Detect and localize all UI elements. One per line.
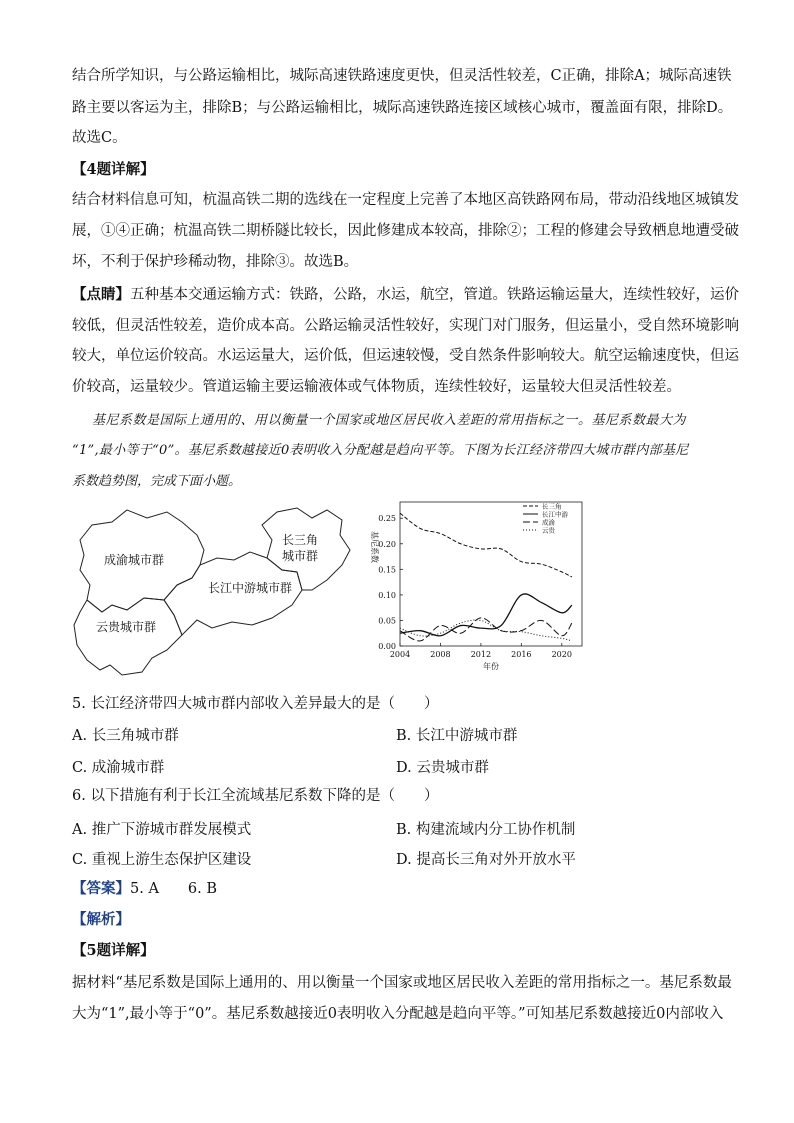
intro-line: 系数趋势图，完成下面小题。 [72,474,242,489]
series-line-3 [400,620,572,641]
map-label-chengyu: 成渝城市群 [104,553,165,567]
q5-option-a: A. 长三角城市群 [72,728,179,744]
x-tick-label: 2016 [511,650,532,659]
x-tick-label: 2004 [389,650,411,659]
x-tick-label: 2008 [430,650,451,659]
y-tick-label: 0.15 [378,565,396,575]
intro-line: “1”,最小等于“0”。基尼系数越接近0表明收入分配越是趋向平等。下图为长江经济带四大城市群内部基尼 [72,443,689,458]
legend-label-2: 成渝 [542,518,555,527]
q6-option-c: C. 重视上游生态保护区建设 [72,852,252,868]
tip-text-line: 价较高，运量较少。管道运输主要运输液体或气体物质，连续性较好，运量较大但灵活性较差。 [72,379,681,395]
legend-label-1: 长江中游 [542,510,568,519]
answer-text-line: 故选C。 [72,130,127,146]
answer-text-line: 结合材料信息可知，杭温高铁二期的选线在一定程度上完善了本地区高铁路网布局，带动沿线地区城镇发 [72,192,739,208]
series-line-2 [400,618,572,641]
y-tick-label: 0.00 [378,642,396,651]
legend-label-0: 长三角 [542,502,562,511]
y-axis-label: 基尼系数 [370,531,379,563]
answer-text-line: 路主要以客运为主，排除B；与公路运输相比，城际高速铁路连接区域核心城市，覆盖面有限，排除D。 [72,100,733,116]
q6-option-b: B. 构建流域内分工协作机制 [396,822,576,838]
tip-text: 五种基本交通运输方式：铁路，公路，水运，航空，管道。铁路运输运量大，连续性较好，运价 [130,287,739,303]
map-label-yungui: 云贵城市群 [96,620,157,634]
answer-line [72,879,217,899]
tip-text-line: 较大，单位运价较高。水运运量大，运价低，但运速较慢，受自然条件影响较大。航空运输速度快，但运 [72,348,739,364]
map-label-delta-1: 长三角 [282,533,319,547]
q4-heading: 【4题详解】 [72,161,155,178]
series-line-1 [400,594,572,636]
analysis-text-line: 大为“1”,最小等于“0”。基尼系数越接近0表明收入分配越是趋向平等。”可知基尼系数越接近0内部收入 [72,1006,724,1022]
map-label-delta-2: 城市群 [282,549,319,563]
legend-label-3: 云贵 [542,526,555,535]
y-tick-label: 0.05 [378,616,396,626]
tip-text-line: 较低，但灵活性较差，造价成本高。公路运输灵活性较好，实现门对门服务，但运量小，受自然环境影响 [72,318,739,334]
answer-tag: 【答案】 [72,880,130,897]
map-label-middle: 长江中游城市群 [208,581,293,595]
x-axis-label: 年份 [483,662,499,671]
gini-trend-chart [360,496,600,686]
q5-stem: 5. 长江经济带四大城市群内部收入差异最大的是（ ） [72,696,439,712]
q6-option-a: A. 推广下游城市群发展模式 [72,822,252,838]
x-tick-label: 2020 [551,650,572,659]
tip-line [72,285,739,305]
intro-line: 基尼系数是国际上通用的、用以衡量一个国家或地区居民收入差距的常用指标之一。基尼系数最大为 [92,413,687,428]
yangtze-city-clusters-map [72,500,352,680]
analysis-text-line: 据材料“基尼系数是国际上通用的、用以衡量一个国家或地区居民收入差距的常用指标之一。基尼系数最 [72,975,732,991]
x-tick-label: 2012 [470,650,492,659]
y-tick-label: 0.25 [378,514,396,524]
q6-stem: 6. 以下措施有利于长江全流域基尼系数下降的是（ ） [72,788,439,804]
q5-heading: 【5题详解】 [72,942,155,959]
analysis-tag: 【解析】 [72,911,130,928]
y-tick-label: 0.10 [378,590,396,600]
q5-option-b: B. 长江中游城市群 [396,728,518,744]
tip-tag: 【点睛】 [72,286,130,303]
answer-text-line: 结合所学知识，与公路运输相比，城际高速铁路速度更快，但灵活性较差，C正确，排除A；城际高速铁 [72,68,732,84]
q5-option-d: D. 云贵城市群 [396,760,489,776]
y-tick-label: 0.20 [378,539,396,549]
yungui-region [74,598,182,675]
answer-value: 5. A 6. B [130,881,218,897]
q5-option-c: C. 成渝城市群 [72,760,165,776]
answer-text-line: 坏，不利于保护珍稀动物，排除③。故选B。 [72,254,359,270]
q6-option-d: D. 提高长三角对外开放水平 [396,852,576,868]
answer-text-line: 展，①④正确；杭温高铁二期桥隧比较长，因此修建成本较高，排除②；工程的修建会导致栖息地遭受破 [72,223,739,239]
